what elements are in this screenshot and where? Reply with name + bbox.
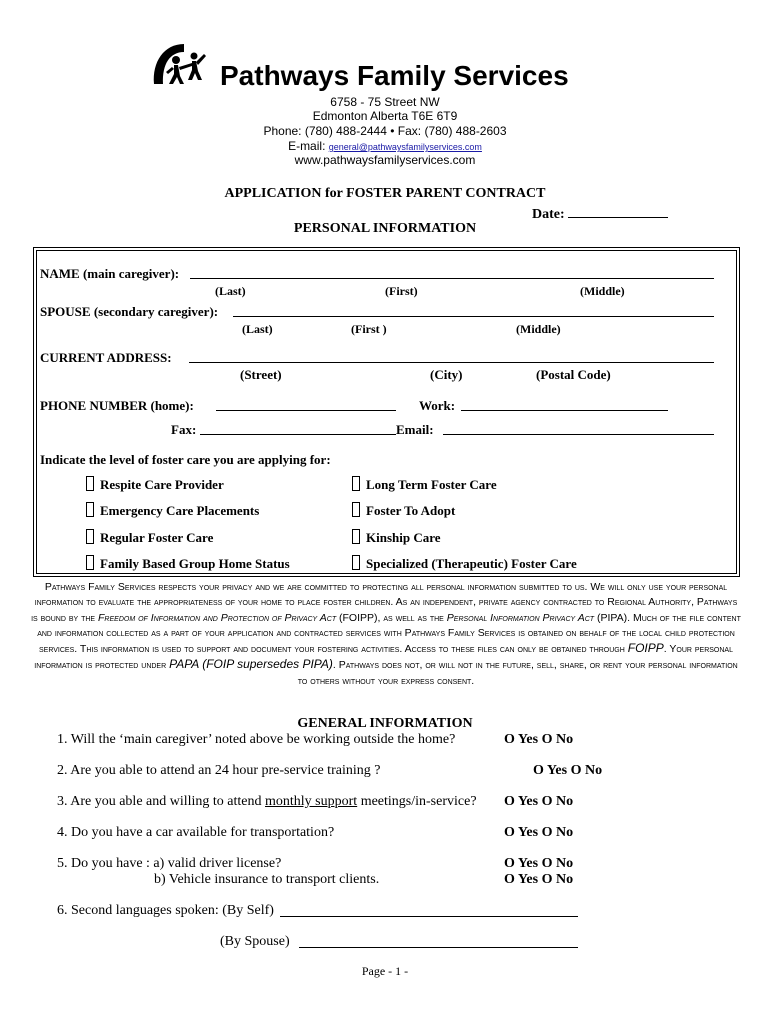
address-input[interactable]	[189, 349, 714, 363]
work-input[interactable]	[461, 397, 668, 411]
work-label: Work:	[419, 398, 456, 413]
checkbox-icon[interactable]	[352, 502, 360, 517]
address-postal-label: (Postal Code)	[536, 367, 611, 382]
general-heading: GENERAL INFORMATION	[297, 716, 473, 731]
checkbox-icon[interactable]	[86, 555, 94, 570]
question-4: 4. Do you have a car available for transportation?	[57, 825, 335, 840]
email-link[interactable]: general@pathwaysfamilyservices.com	[328, 142, 482, 152]
email-label: Email:	[396, 422, 434, 437]
date-field: Date:	[532, 204, 668, 223]
name-first-label: (First)	[385, 284, 418, 298]
pathways-logo	[150, 40, 212, 88]
fax-input[interactable]	[200, 421, 396, 435]
phone-fax-line: Phone: (780) 488-2444 • Fax: (780) 488-2603	[263, 124, 507, 138]
spouse-middle-label: (Middle)	[516, 322, 561, 336]
yes-no-5b[interactable]: O Yes O No	[504, 872, 574, 887]
question-1: 1. Will the ‘main caregiver’ noted above be working outside the home?	[57, 732, 456, 747]
yes-no-1[interactable]: O Yes O No	[504, 732, 574, 747]
email-line: E-mail: general@pathwaysfamilyservices.com	[288, 139, 482, 153]
care-prompt: Indicate the level of foster care you are applying for:	[40, 452, 331, 467]
address-line2: Edmonton Alberta T6E 6T9	[312, 109, 458, 123]
question-6b: (By Spouse)	[220, 934, 290, 949]
language-self-input[interactable]	[280, 902, 578, 917]
care-option-respite[interactable]: Respite Care Provider	[86, 476, 224, 493]
yes-no-3[interactable]: O Yes O No	[504, 794, 574, 809]
address-city-label: (City)	[430, 367, 463, 382]
spouse-last-label: (Last)	[242, 322, 273, 336]
email-input[interactable]	[443, 421, 714, 435]
care-option-kinship[interactable]: Kinship Care	[352, 529, 441, 546]
spouse-input[interactable]	[233, 303, 714, 317]
checkbox-icon[interactable]	[352, 476, 360, 491]
care-option-specialized[interactable]: Specialized (Therapeutic) Foster Care	[352, 555, 577, 572]
care-option-regular[interactable]: Regular Foster Care	[86, 529, 213, 546]
language-spouse-input[interactable]	[299, 933, 578, 948]
name-input[interactable]	[190, 265, 714, 279]
spouse-label: SPOUSE (secondary caregiver):	[40, 304, 219, 319]
address-line1: 6758 - 75 Street NW	[330, 95, 440, 109]
name-middle-label: (Middle)	[580, 284, 625, 298]
spouse-first-label: (First )	[351, 322, 387, 336]
website[interactable]: www.pathwaysfamilyservices.com	[294, 153, 476, 167]
care-option-emergency[interactable]: Emergency Care Placements	[86, 502, 259, 519]
question-6a: 6. Second languages spoken: (By Self)	[57, 903, 274, 918]
question-5b: b) Vehicle insurance to transport clients.	[154, 872, 380, 887]
question-2: 2. Are you able to attend an 24 hour pre-service training ?	[57, 763, 381, 778]
checkbox-icon[interactable]	[86, 502, 94, 517]
yes-no-4[interactable]: O Yes O No	[504, 825, 574, 840]
yes-no-5a[interactable]: O Yes O No	[504, 856, 574, 871]
privacy-statement: Pathways Family Services respects your privacy and we are committed to protecting all personal information submitted to us. We will only use your personal information to evaluate the appropriateness of your home to place foster children. As an independent, private agency contracted to Regional Authority, Pathways is bound by the Freedom of Information and Protection of Privacy Act (FOIPP), as well as the Personal Information Privacy Act (PIPA). Much of the file content and information collected as a part of your application and contracted services with Pathways Family Services is obtained on behalf of the local child protection services. This information is used to support and document your fostering activities. Access to these files can only be obtained through FOIPP. Your personal information is protected under PAPA (FOIP supersedes PIPA). Pathways does not, or will not in the future, sell, share, or rent your personal information to others without your express consent.	[31, 581, 741, 687]
name-last-label: (Last)	[215, 284, 246, 298]
care-option-group-home[interactable]: Family Based Group Home Status	[86, 555, 290, 572]
question-5a: 5. Do you have : a) valid driver license?	[57, 856, 282, 871]
phone-home-label: PHONE NUMBER (home):	[40, 398, 194, 413]
date-input[interactable]	[568, 204, 668, 218]
fax-label: Fax:	[171, 422, 197, 437]
question-3: 3. Are you able and willing to attend monthly support meetings/in-service?	[57, 794, 477, 809]
checkbox-icon[interactable]	[86, 529, 94, 544]
org-name: Pathways Family Services	[220, 60, 569, 91]
form-title: APPLICATION for FOSTER PARENT CONTRACT	[224, 186, 546, 201]
checkbox-icon[interactable]	[352, 555, 360, 570]
checkbox-icon[interactable]	[86, 476, 94, 491]
page-number: Page - 1 -	[361, 964, 409, 978]
care-option-long-term[interactable]: Long Term Foster Care	[352, 476, 497, 493]
address-label: CURRENT ADDRESS:	[40, 350, 172, 365]
name-label: NAME (main caregiver):	[40, 266, 180, 281]
phone-home-input[interactable]	[216, 397, 396, 411]
care-option-foster-adopt[interactable]: Foster To Adopt	[352, 502, 455, 519]
address-street-label: (Street)	[240, 367, 282, 382]
yes-no-2[interactable]: O Yes O No	[533, 763, 603, 778]
checkbox-icon[interactable]	[352, 529, 360, 544]
section-personal: PERSONAL INFORMATION	[293, 221, 477, 236]
